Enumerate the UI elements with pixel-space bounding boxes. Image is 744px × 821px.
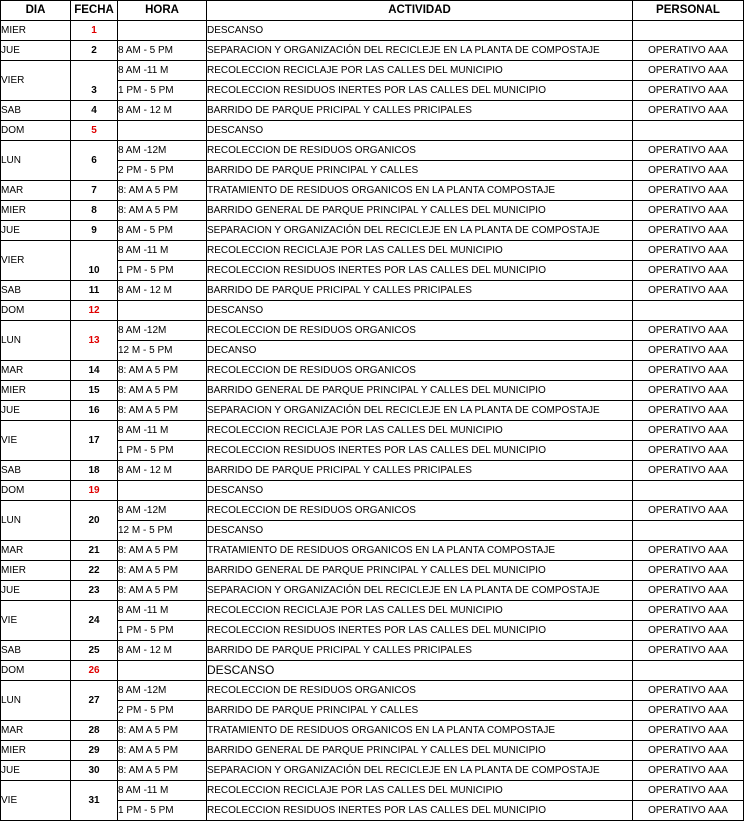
header-fecha: FECHA: [71, 1, 118, 21]
staff-cell: OPERATIVO AAA: [633, 541, 744, 561]
time-cell: 8 AM -11 M: [118, 241, 207, 261]
date-cell: 24: [71, 601, 118, 641]
table-row: [1, 781, 744, 801]
staff-cell: OPERATIVO AAA: [633, 581, 744, 601]
time-cell: 8: AM A 5 PM: [118, 401, 207, 421]
staff-cell: OPERATIVO AAA: [633, 741, 744, 761]
staff-cell: OPERATIVO AAA: [633, 281, 744, 301]
table-row: [1, 301, 744, 321]
table-row: [1, 501, 744, 521]
time-cell: 8 AM -11 M: [118, 61, 207, 81]
time-cell: 8 AM - 12 M: [118, 641, 207, 661]
time-cell: [118, 21, 207, 41]
time-cell: 8 AM - 12 M: [118, 461, 207, 481]
staff-cell: OPERATIVO AAA: [633, 681, 744, 701]
table-row: [1, 101, 744, 121]
activity-cell: RECOLECCION RECICLAJE POR LAS CALLES DEL MUNICIPIO: [207, 241, 633, 261]
table-row: [1, 141, 744, 161]
day-name-cell: MAR: [1, 721, 71, 741]
table-row: [1, 581, 744, 601]
day-name-cell: DOM: [1, 301, 71, 321]
activity-cell: BARRIDO DE PARQUE PRINCIPAL Y CALLES: [207, 161, 633, 181]
activity-cell: RECOLECCION DE RESIDUOS ORGANICOS: [207, 681, 633, 701]
activity-cell: SEPARACION Y ORGANIZACIÓN DEL RECICLEJE EN LA PLANTA DE COMPOSTAJE: [207, 401, 633, 421]
staff-cell: OPERATIVO AAA: [633, 201, 744, 221]
day-name-cell: VIE: [1, 781, 71, 821]
time-cell: 12 M - 5 PM: [118, 521, 207, 541]
activity-cell: DESCANSO: [207, 481, 633, 501]
day-name-cell: SAB: [1, 281, 71, 301]
day-name-cell: MIER: [1, 201, 71, 221]
table-row: [1, 681, 744, 701]
date-cell: 2: [71, 41, 118, 61]
staff-cell: OPERATIVO AAA: [633, 701, 744, 721]
day-name-cell: DOM: [1, 121, 71, 141]
activity-cell: RECOLECCION RESIDUOS INERTES POR LAS CALLES DEL MUNICIPIO: [207, 261, 633, 281]
time-cell: 8 AM - 5 PM: [118, 221, 207, 241]
staff-cell: [633, 661, 744, 681]
staff-cell: OPERATIVO AAA: [633, 561, 744, 581]
date-cell: 3: [71, 61, 118, 101]
date-cell: 18: [71, 461, 118, 481]
day-name-cell: MIER: [1, 561, 71, 581]
staff-cell: OPERATIVO AAA: [633, 321, 744, 341]
header-dia: DIA: [1, 1, 71, 21]
table-row: [1, 481, 744, 501]
time-cell: [118, 121, 207, 141]
staff-cell: OPERATIVO AAA: [633, 181, 744, 201]
staff-cell: OPERATIVO AAA: [633, 81, 744, 101]
date-cell: 22: [71, 561, 118, 581]
staff-cell: OPERATIVO AAA: [633, 461, 744, 481]
staff-cell: OPERATIVO AAA: [633, 141, 744, 161]
time-cell: 1 PM - 5 PM: [118, 81, 207, 101]
time-cell: 8 AM - 5 PM: [118, 41, 207, 61]
time-cell: 1 PM - 5 PM: [118, 621, 207, 641]
table-row: [1, 41, 744, 61]
date-cell: 8: [71, 201, 118, 221]
date-cell: 25: [71, 641, 118, 661]
date-cell: 26: [71, 661, 118, 681]
activity-cell: SEPARACION Y ORGANIZACIÓN DEL RECICLEJE EN LA PLANTA DE COMPOSTAJE: [207, 581, 633, 601]
day-name-cell: MIER: [1, 21, 71, 41]
date-cell: 1: [71, 21, 118, 41]
activity-cell: BARRIDO GENERAL DE PARQUE PRINCIPAL Y CALLES DEL MUNICIPIO: [207, 741, 633, 761]
time-cell: 8: AM A 5 PM: [118, 721, 207, 741]
activity-cell: BARRIDO DE PARQUE PRICIPAL Y CALLES PRICIPALES: [207, 461, 633, 481]
time-cell: 2 PM - 5 PM: [118, 161, 207, 181]
day-name-cell: VIE: [1, 601, 71, 641]
table-row: [1, 361, 744, 381]
table-row: [1, 461, 744, 481]
activity-cell: BARRIDO GENERAL DE PARQUE PRINCIPAL Y CALLES DEL MUNICIPIO: [207, 381, 633, 401]
activity-cell: DECANSO: [207, 341, 633, 361]
day-name-cell: SAB: [1, 641, 71, 661]
time-cell: 12 M - 5 PM: [118, 341, 207, 361]
staff-cell: OPERATIVO AAA: [633, 641, 744, 661]
date-cell: 17: [71, 421, 118, 461]
date-cell: 15: [71, 381, 118, 401]
time-cell: 8: AM A 5 PM: [118, 561, 207, 581]
time-cell: 8 AM -12M: [118, 141, 207, 161]
staff-cell: OPERATIVO AAA: [633, 221, 744, 241]
activity-cell: DESCANSO: [207, 21, 633, 41]
table-row: [1, 401, 744, 421]
table-row: [1, 561, 744, 581]
day-name-cell: DOM: [1, 481, 71, 501]
header-personal: PERSONAL: [633, 1, 744, 21]
table-row: [1, 601, 744, 621]
staff-cell: OPERATIVO AAA: [633, 381, 744, 401]
activity-cell: RECOLECCION RESIDUOS INERTES POR LAS CALLES DEL MUNICIPIO: [207, 441, 633, 461]
day-name-cell: VIE: [1, 421, 71, 461]
time-cell: 8: AM A 5 PM: [118, 201, 207, 221]
activity-cell: DESCANSO: [207, 661, 633, 681]
table-row: [1, 21, 744, 41]
time-cell: 8: AM A 5 PM: [118, 361, 207, 381]
time-cell: 8 AM -12M: [118, 321, 207, 341]
time-cell: 8 AM -12M: [118, 501, 207, 521]
activity-cell: RECOLECCION RESIDUOS INERTES POR LAS CALLES DEL MUNICIPIO: [207, 801, 633, 821]
time-cell: 8 AM -12M: [118, 681, 207, 701]
date-cell: 11: [71, 281, 118, 301]
table-row: [1, 741, 744, 761]
date-cell: 16: [71, 401, 118, 421]
date-cell: 23: [71, 581, 118, 601]
staff-cell: OPERATIVO AAA: [633, 441, 744, 461]
date-cell: 30: [71, 761, 118, 781]
date-cell: 14: [71, 361, 118, 381]
table-row: [1, 121, 744, 141]
activity-cell: DESCANSO: [207, 121, 633, 141]
staff-cell: OPERATIVO AAA: [633, 501, 744, 521]
time-cell: [118, 481, 207, 501]
activity-cell: BARRIDO GENERAL DE PARQUE PRINCIPAL Y CALLES DEL MUNICIPIO: [207, 561, 633, 581]
staff-cell: OPERATIVO AAA: [633, 721, 744, 741]
activity-cell: SEPARACION Y ORGANIZACIÓN DEL RECICLEJE EN LA PLANTA DE COMPOSTAJE: [207, 761, 633, 781]
date-cell: 9: [71, 221, 118, 241]
date-cell: 19: [71, 481, 118, 501]
table-row: [1, 421, 744, 441]
time-cell: 8: AM A 5 PM: [118, 541, 207, 561]
activity-cell: BARRIDO DE PARQUE PRINCIPAL Y CALLES: [207, 701, 633, 721]
day-name-cell: MAR: [1, 541, 71, 561]
activity-cell: BARRIDO DE PARQUE PRICIPAL Y CALLES PRICIPALES: [207, 281, 633, 301]
day-name-cell: SAB: [1, 461, 71, 481]
date-cell: 31: [71, 781, 118, 821]
time-cell: 8 AM -11 M: [118, 601, 207, 621]
date-cell: 29: [71, 741, 118, 761]
date-cell: 7: [71, 181, 118, 201]
day-name-cell: MIER: [1, 381, 71, 401]
time-cell: 8: AM A 5 PM: [118, 761, 207, 781]
staff-cell: OPERATIVO AAA: [633, 101, 744, 121]
date-cell: 27: [71, 681, 118, 721]
day-name-cell: JUE: [1, 401, 71, 421]
staff-cell: [633, 481, 744, 501]
date-cell: 21: [71, 541, 118, 561]
activity-cell: RECOLECCION RESIDUOS INERTES POR LAS CALLES DEL MUNICIPIO: [207, 621, 633, 641]
day-name-cell: DOM: [1, 661, 71, 681]
activity-cell: TRATAMIENTO DE RESIDUOS ORGANICOS EN LA PLANTA COMPOSTAJE: [207, 721, 633, 741]
date-cell: 5: [71, 121, 118, 141]
date-cell: 12: [71, 301, 118, 321]
staff-cell: OPERATIVO AAA: [633, 601, 744, 621]
table-row: [1, 61, 744, 81]
time-cell: 8 AM -11 M: [118, 421, 207, 441]
table-row: [1, 541, 744, 561]
staff-cell: OPERATIVO AAA: [633, 41, 744, 61]
time-cell: [118, 301, 207, 321]
time-cell: [118, 661, 207, 681]
day-name-cell: VIER: [1, 61, 71, 101]
date-cell: 20: [71, 501, 118, 541]
table-row: [1, 381, 744, 401]
time-cell: 8: AM A 5 PM: [118, 581, 207, 601]
activity-cell: BARRIDO DE PARQUE PRICIPAL Y CALLES PRICIPALES: [207, 101, 633, 121]
day-name-cell: MAR: [1, 361, 71, 381]
time-cell: 8: AM A 5 PM: [118, 381, 207, 401]
activity-cell: RECOLECCION DE RESIDUOS ORGANICOS: [207, 321, 633, 341]
table-row: [1, 321, 744, 341]
activity-cell: SEPARACION Y ORGANIZACIÓN DEL RECICLEJE EN LA PLANTA DE COMPOSTAJE: [207, 41, 633, 61]
staff-cell: OPERATIVO AAA: [633, 161, 744, 181]
time-cell: 8 AM - 12 M: [118, 281, 207, 301]
time-cell: 1 PM - 5 PM: [118, 801, 207, 821]
staff-cell: OPERATIVO AAA: [633, 621, 744, 641]
table-row: [1, 221, 744, 241]
activity-cell: RECOLECCION DE RESIDUOS ORGANICOS: [207, 361, 633, 381]
day-name-cell: LUN: [1, 681, 71, 721]
staff-cell: OPERATIVO AAA: [633, 421, 744, 441]
table-row: [1, 641, 744, 661]
time-cell: 8 AM - 12 M: [118, 101, 207, 121]
staff-cell: [633, 521, 744, 541]
staff-cell: [633, 21, 744, 41]
day-name-cell: LUN: [1, 501, 71, 541]
activity-cell: TRATAMIENTO DE RESIDUOS ORGANICOS EN LA PLANTA COMPOSTAJE: [207, 541, 633, 561]
staff-cell: [633, 301, 744, 321]
activity-cell: SEPARACION Y ORGANIZACIÓN DEL RECICLEJE EN LA PLANTA DE COMPOSTAJE: [207, 221, 633, 241]
table-row: [1, 241, 744, 261]
schedule-body: [1, 21, 744, 821]
staff-cell: OPERATIVO AAA: [633, 61, 744, 81]
activity-cell: TRATAMIENTO DE RESIDUOS ORGANICOS EN LA PLANTA COMPOSTAJE: [207, 181, 633, 201]
time-cell: 1 PM - 5 PM: [118, 441, 207, 461]
date-cell: 6: [71, 141, 118, 181]
staff-cell: OPERATIVO AAA: [633, 241, 744, 261]
date-cell: 10: [71, 241, 118, 281]
staff-cell: [633, 121, 744, 141]
staff-cell: OPERATIVO AAA: [633, 781, 744, 801]
staff-cell: OPERATIVO AAA: [633, 401, 744, 421]
day-name-cell: JUE: [1, 581, 71, 601]
day-name-cell: LUN: [1, 141, 71, 181]
activity-cell: RECOLECCION RECICLAJE POR LAS CALLES DEL MUNICIPIO: [207, 601, 633, 621]
table-row: [1, 181, 744, 201]
time-cell: 2 PM - 5 PM: [118, 701, 207, 721]
time-cell: 8 AM -11 M: [118, 781, 207, 801]
activity-cell: RECOLECCION RECICLAJE POR LAS CALLES DEL MUNICIPIO: [207, 421, 633, 441]
header-hora: HORA: [118, 1, 207, 21]
activity-cell: RECOLECCION RECICLAJE POR LAS CALLES DEL MUNICIPIO: [207, 781, 633, 801]
activity-cell: BARRIDO GENERAL DE PARQUE PRINCIPAL Y CALLES DEL MUNICIPIO: [207, 201, 633, 221]
time-cell: 1 PM - 5 PM: [118, 261, 207, 281]
activity-cell: DESCANSO: [207, 521, 633, 541]
day-name-cell: SAB: [1, 101, 71, 121]
activity-cell: DESCANSO: [207, 301, 633, 321]
date-cell: 28: [71, 721, 118, 741]
day-name-cell: MAR: [1, 181, 71, 201]
staff-cell: OPERATIVO AAA: [633, 261, 744, 281]
header-row: [1, 1, 744, 21]
staff-cell: OPERATIVO AAA: [633, 341, 744, 361]
table-row: [1, 661, 744, 681]
staff-cell: OPERATIVO AAA: [633, 801, 744, 821]
time-cell: 8: AM A 5 PM: [118, 181, 207, 201]
table-row: [1, 201, 744, 221]
staff-cell: OPERATIVO AAA: [633, 761, 744, 781]
day-name-cell: JUE: [1, 761, 71, 781]
table-row: [1, 281, 744, 301]
date-cell: 13: [71, 321, 118, 361]
day-name-cell: MIER: [1, 741, 71, 761]
activity-cell: RECOLECCION DE RESIDUOS ORGANICOS: [207, 141, 633, 161]
staff-cell: OPERATIVO AAA: [633, 361, 744, 381]
header-actividad: ACTIVIDAD: [207, 1, 633, 21]
date-cell: 4: [71, 101, 118, 121]
activity-cell: RECOLECCION RECICLAJE POR LAS CALLES DEL MUNICIPIO: [207, 61, 633, 81]
activity-cell: BARRIDO DE PARQUE PRICIPAL Y CALLES PRICIPALES: [207, 641, 633, 661]
day-name-cell: JUE: [1, 41, 71, 61]
time-cell: 8: AM A 5 PM: [118, 741, 207, 761]
day-name-cell: LUN: [1, 321, 71, 361]
activity-cell: RECOLECCION DE RESIDUOS ORGANICOS: [207, 501, 633, 521]
activity-cell: RECOLECCION RESIDUOS INERTES POR LAS CALLES DEL MUNICIPIO: [207, 81, 633, 101]
table-row: [1, 761, 744, 781]
day-name-cell: VIER: [1, 241, 71, 281]
day-name-cell: JUE: [1, 221, 71, 241]
table-row: [1, 721, 744, 741]
